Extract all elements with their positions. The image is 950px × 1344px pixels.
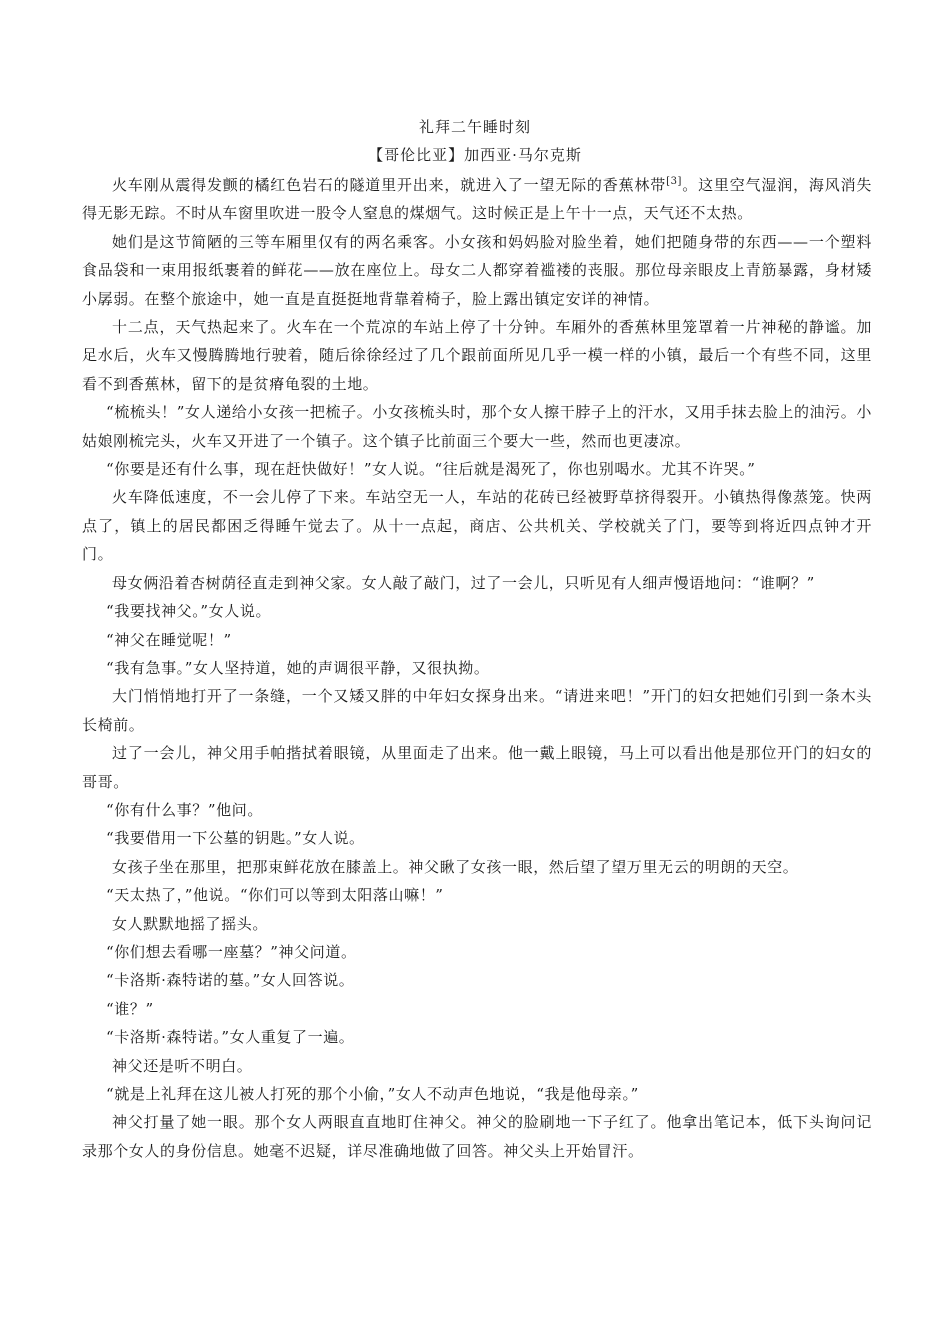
paragraph: “梳梳头！”女人递给小女孩一把梳子。小女孩梳头时，那个女人擦干脖子上的汗水，又用手抹去脸上的油污。小姑娘刚梳完头，火车又开进了一个镇子。这个镇子比前面三个要大一些，然而也更凄凉。 (82, 403, 872, 450)
paragraph: 她们是这节简陋的三等车厢里仅有的两名乘客。小女孩和妈妈脸对脸坐着，她们把随身带的东西——一个塑料食品袋和一束用报纸裹着的鲜花——放在座位上。母女二人都穿着褴褛的丧服。那位母亲眼皮上青筋暴露，身材矮小孱弱。在整个旅途中，她一直是直挺挺地背靠着椅子，脸上露出镇定安详的神情。 (82, 232, 872, 308)
paragraph (82, 171, 872, 228)
paragraph: 神父还是听不明白。 (112, 1056, 253, 1075)
paragraph: “你有什么事？”他问。 (106, 800, 263, 819)
paragraph: 火车降低速度，不一会儿停了下来。车站空无一人，车站的花砖已经被野草挤得裂开。小镇热得像蒸笼。快两点了，镇上的居民都困乏得睡午觉去了。从十一点起，商店、公共机关、学校就关了门，要等到将近四点钟才开门。 (82, 488, 872, 564)
paragraph: “你们想去看哪一座墓？”神父问道。 (106, 942, 357, 961)
paragraph-text: 。这里空气湿润，海风消失得无影无踪。不时从车窗里吹进一股令人窒息的煤烟气。这时候正是上午十一点，天气还不太热。 (82, 176, 872, 223)
paragraph: 过了一会儿，神父用手帕揩拭着眼镜，从里面走了出来。他一戴上眼镜，马上可以看出他是那位开门的妇女的哥哥。 (82, 744, 872, 791)
paragraph: “谁？” (106, 999, 154, 1018)
document-title: 礼拜二午睡时刻 (418, 118, 531, 136)
paragraph: “我有急事。”女人坚持道，她的声调很平静，又很执拗。 (106, 658, 490, 677)
paragraph: “卡洛斯·森特诺。”女人重复了一遍。 (106, 1028, 355, 1047)
paragraph: 神父打量了她一眼。那个女人两眼直直地盯住神父。神父的脸刷地一下子红了。他拿出笔记本，低下头询问记录那个女人的身份信息。她毫不迟疑，详尽准确地做了回答。神父头上开始冒汗。 (82, 1113, 872, 1160)
paragraph: “卡洛斯·森特诺的墓。”女人回答说。 (106, 971, 355, 990)
paragraph: “我要借用一下公墓的钥匙。”女人说。 (106, 829, 365, 848)
paragraph: “天太热了，”他说。“你们可以等到太阳落山嘛！” (106, 886, 444, 905)
paragraph-text: 火车刚从震得发颤的橘红色岩石的隧道里开出来，就进入了一望无际的香蕉林带 (112, 176, 667, 194)
paragraph: 十二点，天气热起来了。火车在一个荒凉的车站上停了十分钟。车厢外的香蕉林里笼罩着一片神秘的静谧。加足水后，火车又慢腾腾地行驶着，随后徐徐经过了几个跟前面所见几乎一模一样的小镇，最后一个有些不同，这里看不到香蕉林，留下的是贫瘠龟裂的土地。 (82, 318, 872, 393)
author-line: 【哥伦比亚】加西亚·马尔克斯 (368, 146, 582, 164)
footnote-marker[interactable]: [3] (666, 176, 683, 187)
paragraph: 大门悄悄地打开了一条缝，一个又矮又胖的中年妇女探身出来。“请进来吧！”开门的妇女把她们引到一条木头长椅前。 (82, 687, 872, 734)
paragraph: “你要是还有什么事，现在赶快做好！”女人说。“往后就是渴死了，你也别喝水。尤其不许哭。” (106, 460, 756, 479)
story-body (82, 171, 872, 1165)
paragraph: 女人默默地摇了摇头。 (112, 914, 269, 933)
paragraph: 母女俩沿着杏树荫径直走到神父家。女人敲了敲门，过了一会儿，只听见有人细声慢语地问：“谁啊？” (112, 573, 815, 592)
paragraph: “我要找神父。”女人说。 (106, 602, 272, 621)
paragraph: “就是上礼拜在这儿被人打死的那个小偷，”女人不动声色地说，“我是他母亲。” (106, 1085, 639, 1103)
paragraph: 女孩子坐在那里，把那束鲜花放在膝盖上。神父瞅了女孩一眼，然后望了望万里无云的明朗的天空。 (112, 857, 799, 876)
paragraph: “神父在睡觉呢！” (106, 630, 232, 649)
